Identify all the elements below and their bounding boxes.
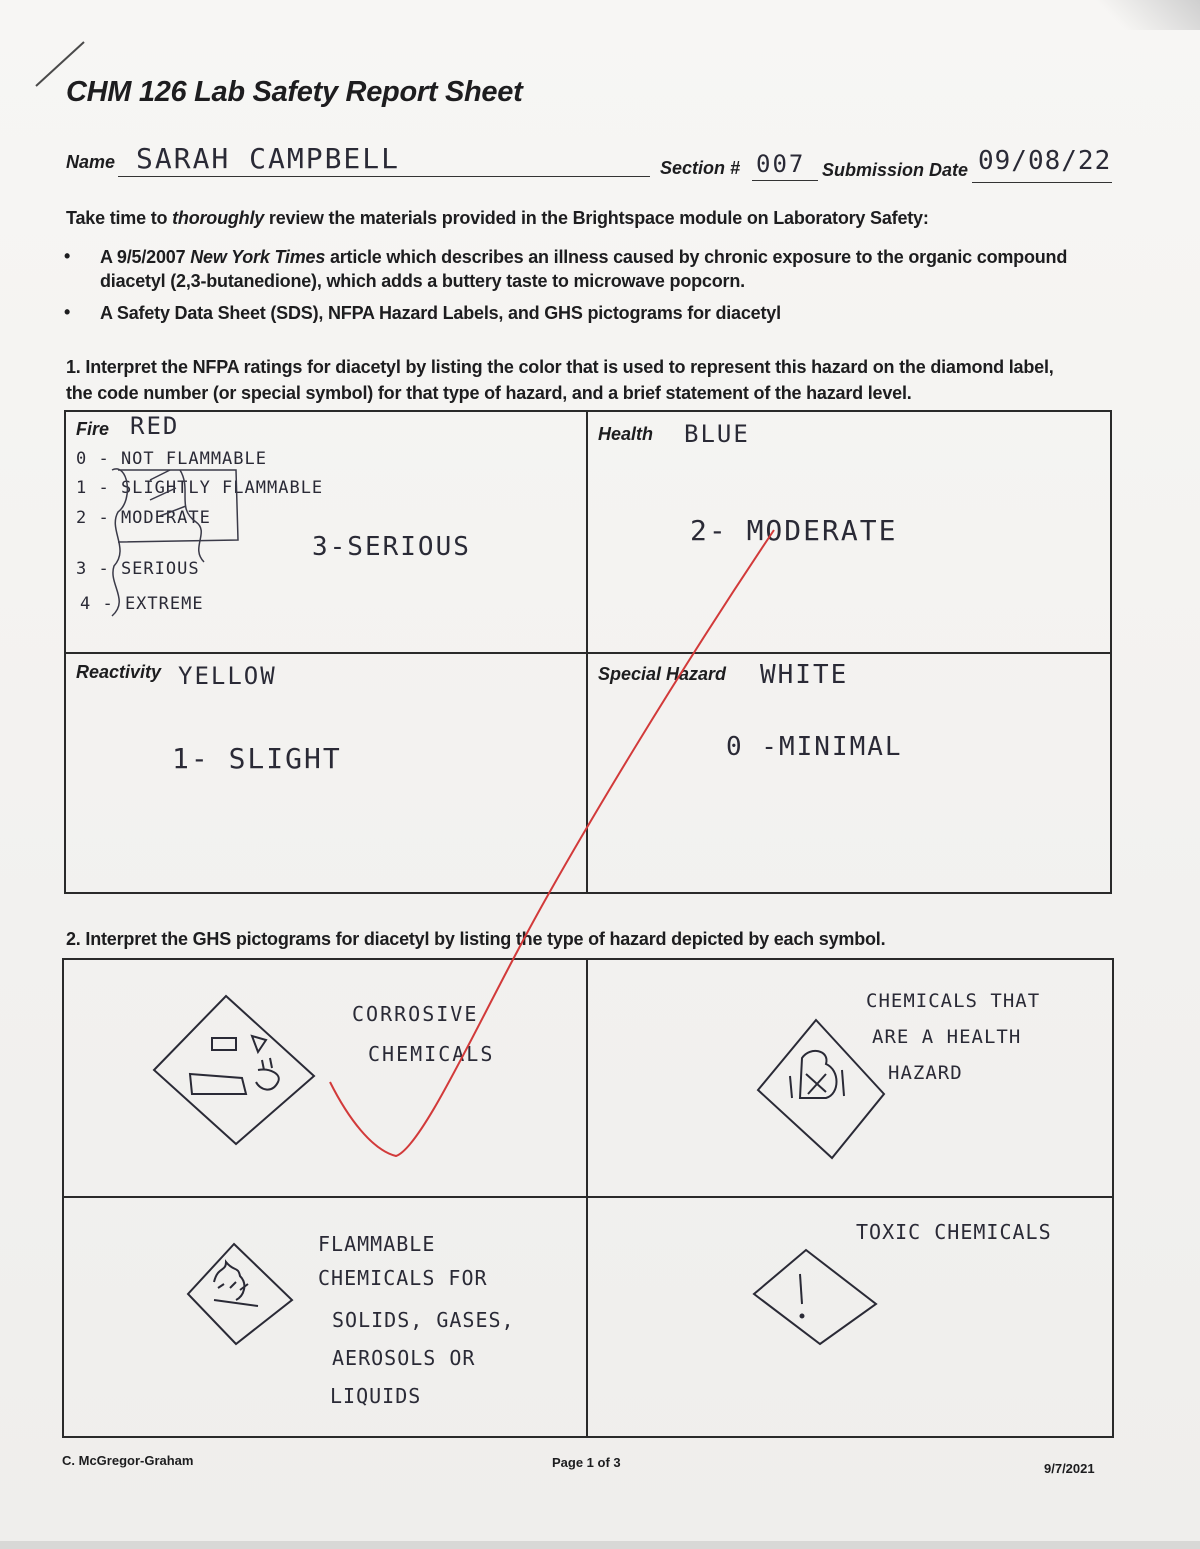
fire-scale-scribble	[112, 469, 238, 616]
footer-date: 9/7/2021	[1044, 1461, 1095, 1476]
fire-scale-1: 1 - SLIGHTLY FLAMMABLE	[76, 478, 324, 498]
fire-scale-3: 3 - SERIOUS	[76, 559, 200, 579]
ghs-1-answer-line-2[interactable]: CHEMICALS	[368, 1042, 495, 1066]
ghs-3-answer-line-1[interactable]: FLAMMABLE	[318, 1232, 436, 1256]
exclamation-pictogram-icon	[754, 1250, 876, 1344]
ghs-3-answer-line-4[interactable]: AEROSOLS OR	[332, 1346, 476, 1370]
bullet-1-suffix: article which describes an illness caused by chronic exposure to the organic compound	[325, 247, 1068, 267]
corrosion-pictogram-icon	[154, 996, 314, 1144]
section-label: Section #	[660, 158, 741, 178]
reactivity-label: Reactivity	[76, 662, 162, 682]
bullet-1-prefix: A 9/5/2007	[100, 247, 191, 267]
ghs-4-answer-line-1[interactable]: TOXIC CHEMICALS	[856, 1220, 1052, 1244]
ghs-2-answer-line-3[interactable]: HAZARD	[888, 1062, 963, 1084]
ghs-1-answer-line-1[interactable]: CORROSIVE	[352, 1002, 479, 1026]
intro-text-after: review the materials provided in the Brightspace module on Laboratory Safety:	[264, 208, 929, 228]
health-label: Health	[598, 424, 654, 444]
health-hazard-pictogram-icon	[758, 1020, 884, 1158]
fire-color-value[interactable]: RED	[130, 412, 180, 440]
special-hazard-color-value[interactable]: WHITE	[760, 660, 849, 690]
bullet-marker: •	[64, 302, 71, 322]
section-value[interactable]: 007	[756, 150, 806, 178]
ghs-2-answer-line-2[interactable]: ARE A HEALTH	[872, 1026, 1022, 1048]
footer-author: C. McGregor-Graham	[62, 1453, 194, 1468]
submission-date-label: Submission Date	[822, 160, 969, 180]
top-left-slash-mark	[36, 42, 84, 86]
question-1-line-2: the code number (or special symbol) for that type of hazard, and a brief statement of the hazard level.	[66, 383, 912, 403]
ghs-3-answer-line-2[interactable]: CHEMICALS FOR	[318, 1266, 488, 1290]
intro-text-before: Take time to	[66, 208, 173, 228]
health-answer[interactable]: 2- MODERATE	[690, 514, 898, 547]
health-color-value[interactable]: BLUE	[684, 420, 750, 448]
fire-label: Fire	[76, 419, 110, 439]
reactivity-color-value[interactable]: YELLOW	[178, 662, 277, 690]
bullet-1-italic: New York Times	[190, 247, 326, 267]
ghs-3-answer-line-3[interactable]: SOLIDS, GASES,	[332, 1308, 515, 1332]
question-2: 2. Interpret the GHS pictograms for diacetyl by listing the type of hazard depicted by each symbol.	[66, 929, 886, 949]
fire-scale-2: 2 - MODERATE	[76, 508, 211, 528]
bullet-1-line-2: diacetyl (2,3-butanedione), which adds a buttery taste to microwave popcorn.	[100, 271, 745, 291]
ghs-2-answer-line-1[interactable]: CHEMICALS THAT	[866, 990, 1041, 1012]
special-hazard-answer[interactable]: 0 -MINIMAL	[726, 732, 903, 762]
name-value[interactable]: SARAH CAMPBELL	[136, 142, 401, 175]
reactivity-answer[interactable]: 1- SLIGHT	[172, 742, 342, 775]
page-title: CHM 126 Lab Safety Report Sheet	[66, 76, 523, 108]
bullet-marker: •	[64, 246, 71, 266]
grading-check-mark	[330, 530, 774, 1156]
special-hazard-label: Special Hazard	[598, 664, 727, 684]
ghs-3-answer-line-5[interactable]: LIQUIDS	[330, 1384, 422, 1408]
question-1-line-1: 1. Interpret the NFPA ratings for diacetyl by listing the color that is used to represent this hazard on the diamond label,	[66, 357, 1054, 377]
flame-pictogram-icon	[188, 1244, 292, 1344]
intro-emphasis: thoroughly	[172, 208, 265, 228]
fire-answer[interactable]: 3-SERIOUS	[312, 532, 471, 562]
fire-scale-4: 4 - EXTREME	[80, 594, 204, 614]
submission-date-value[interactable]: 09/08/22	[978, 146, 1112, 176]
footer-page-number: Page 1 of 3	[552, 1455, 621, 1470]
fire-scale-0: 0 - NOT FLAMMABLE	[76, 449, 267, 469]
name-label: Name	[66, 152, 116, 172]
bullet-2-line-1: A Safety Data Sheet (SDS), NFPA Hazard Labels, and GHS pictograms for diacetyl	[100, 303, 781, 323]
